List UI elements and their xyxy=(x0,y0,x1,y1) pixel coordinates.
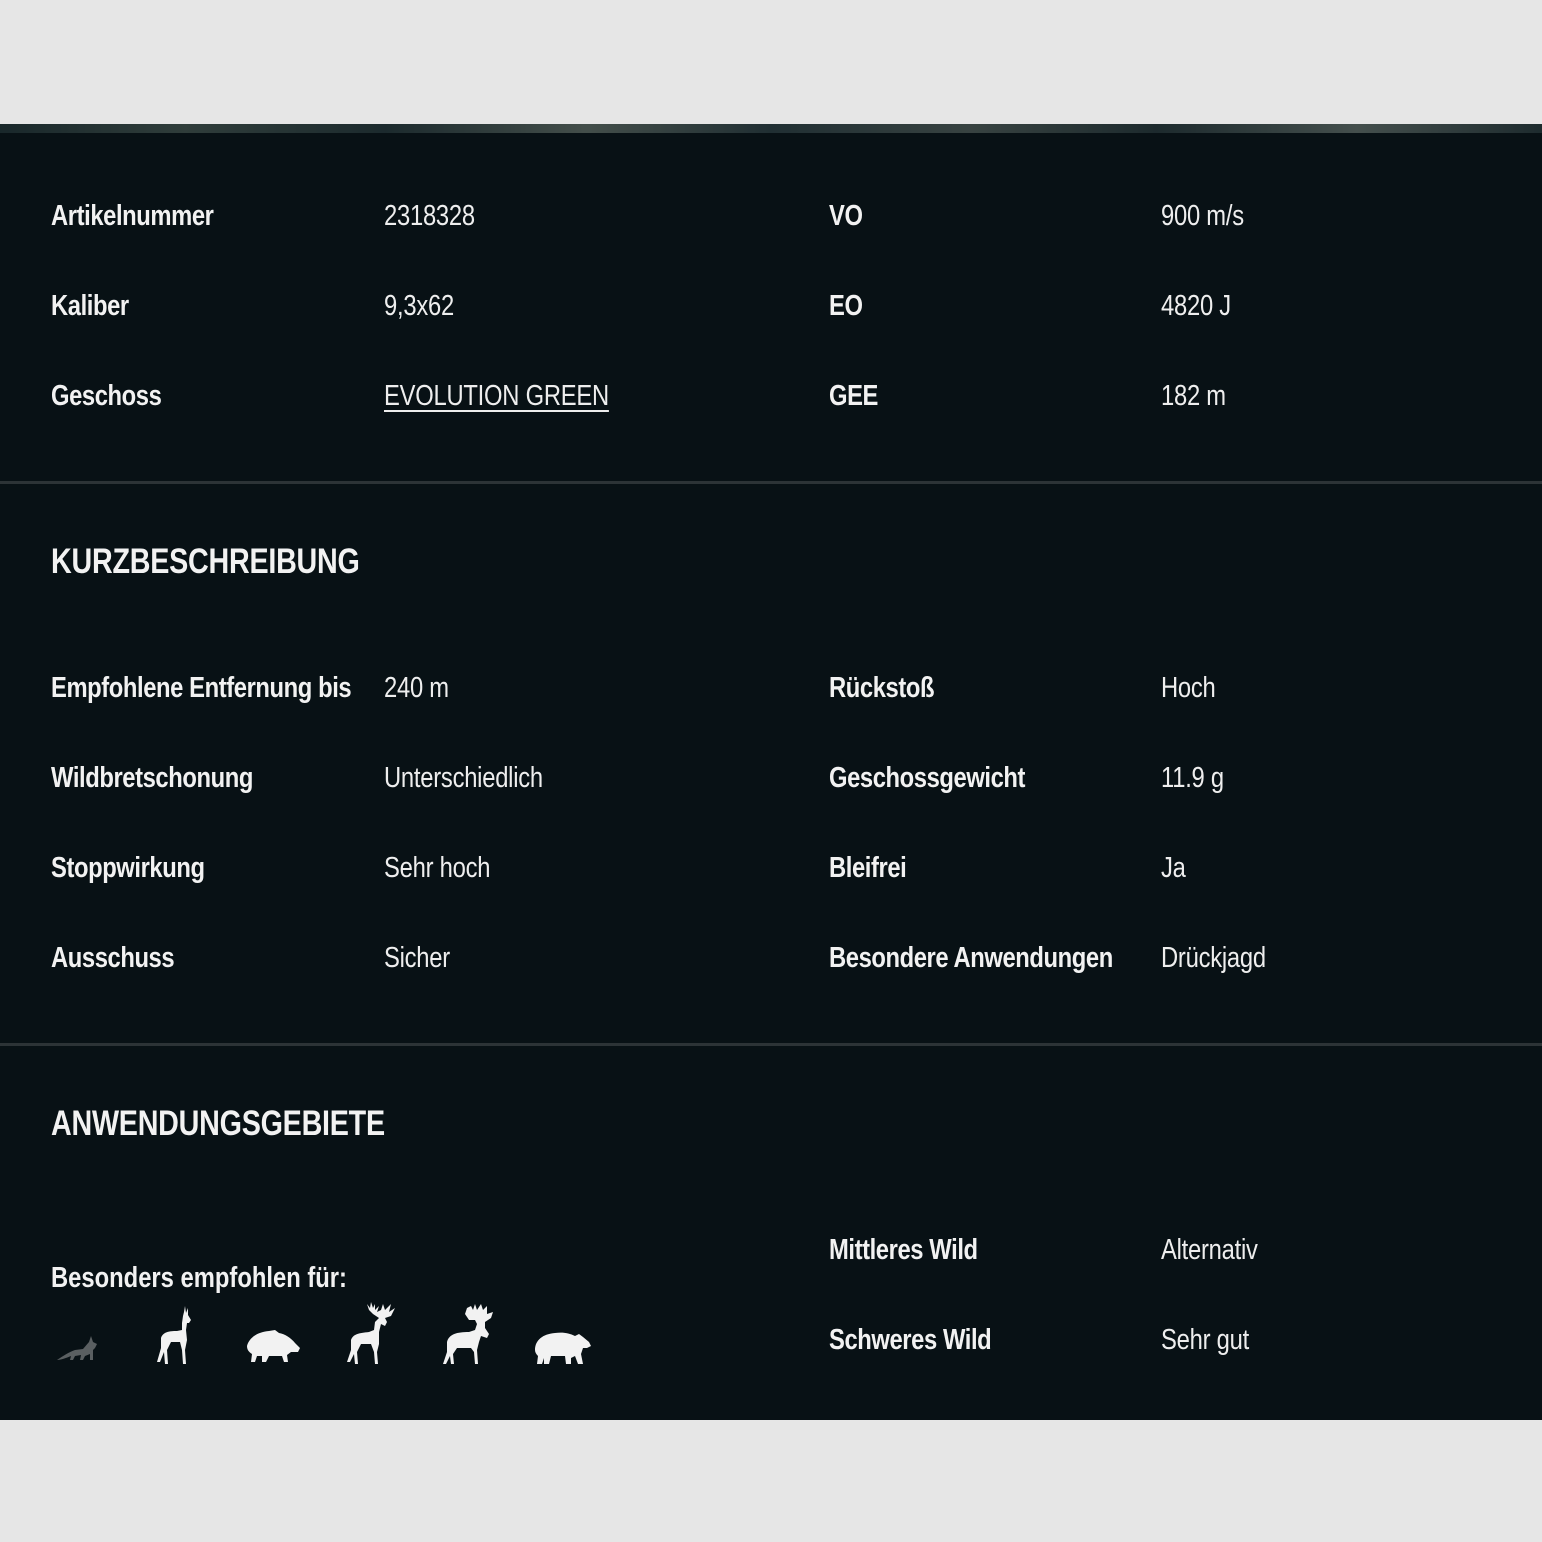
header-image-strip xyxy=(0,124,1542,133)
section-divider xyxy=(0,1043,1542,1046)
spec-label: EO xyxy=(829,290,863,322)
red-deer-icon xyxy=(341,1300,401,1366)
description-label: Ausschuss xyxy=(51,942,175,974)
recommended-for-label: Besonders empfohlen für: xyxy=(51,1262,347,1294)
description-label: Besondere Anwendungen xyxy=(829,942,1113,974)
spec-value: 900 m/s xyxy=(1161,200,1244,232)
spec-label: Artikelnummer xyxy=(51,200,214,232)
description-value: 240 m xyxy=(384,672,449,704)
description-value: Hoch xyxy=(1161,672,1216,704)
fox-icon xyxy=(55,1330,101,1366)
description-value: Sehr hoch xyxy=(384,852,491,884)
bear-icon xyxy=(533,1328,593,1366)
game-class-value: Alternativ xyxy=(1161,1234,1258,1266)
bullet-link[interactable]: EVOLUTION GREEN xyxy=(384,380,609,412)
moose-icon xyxy=(435,1302,499,1366)
game-class-label: Schweres Wild xyxy=(829,1324,992,1356)
description-label: Wildbretschonung xyxy=(51,762,253,794)
description-label: Geschossgewicht xyxy=(829,762,1026,794)
description-value: Sicher xyxy=(384,942,450,974)
spec-label: VO xyxy=(829,200,863,232)
spec-label: GEE xyxy=(829,380,878,412)
description-value: 11.9 g xyxy=(1161,762,1224,794)
section-divider xyxy=(0,481,1542,484)
spec-label: Kaliber xyxy=(51,290,129,322)
roe-deer-icon xyxy=(153,1304,199,1366)
spec-value: 182 m xyxy=(1161,380,1226,412)
spec-value: 4820 J xyxy=(1161,290,1231,322)
description-label: Rückstoß xyxy=(829,672,935,704)
section-heading-short-description: KURZBESCHREIBUNG xyxy=(51,542,360,581)
section-heading-application-areas: ANWENDUNGSGEBIETE xyxy=(51,1104,385,1143)
description-value: Ja xyxy=(1161,852,1186,884)
description-value: Unterschiedlich xyxy=(384,762,543,794)
description-value: Drückjagd xyxy=(1161,942,1266,974)
wild-boar-icon xyxy=(245,1326,301,1366)
description-label: Empfohlene Entfernung bis xyxy=(51,672,352,704)
description-label: Bleifrei xyxy=(829,852,907,884)
description-label: Stoppwirkung xyxy=(51,852,205,884)
spec-value: 9,3x62 xyxy=(384,290,454,322)
game-class-value: Sehr gut xyxy=(1161,1324,1249,1356)
product-details-panel xyxy=(0,124,1542,1420)
game-class-label: Mittleres Wild xyxy=(829,1234,978,1266)
spec-value: 2318328 xyxy=(384,200,475,232)
spec-label: Geschoss xyxy=(51,380,162,412)
